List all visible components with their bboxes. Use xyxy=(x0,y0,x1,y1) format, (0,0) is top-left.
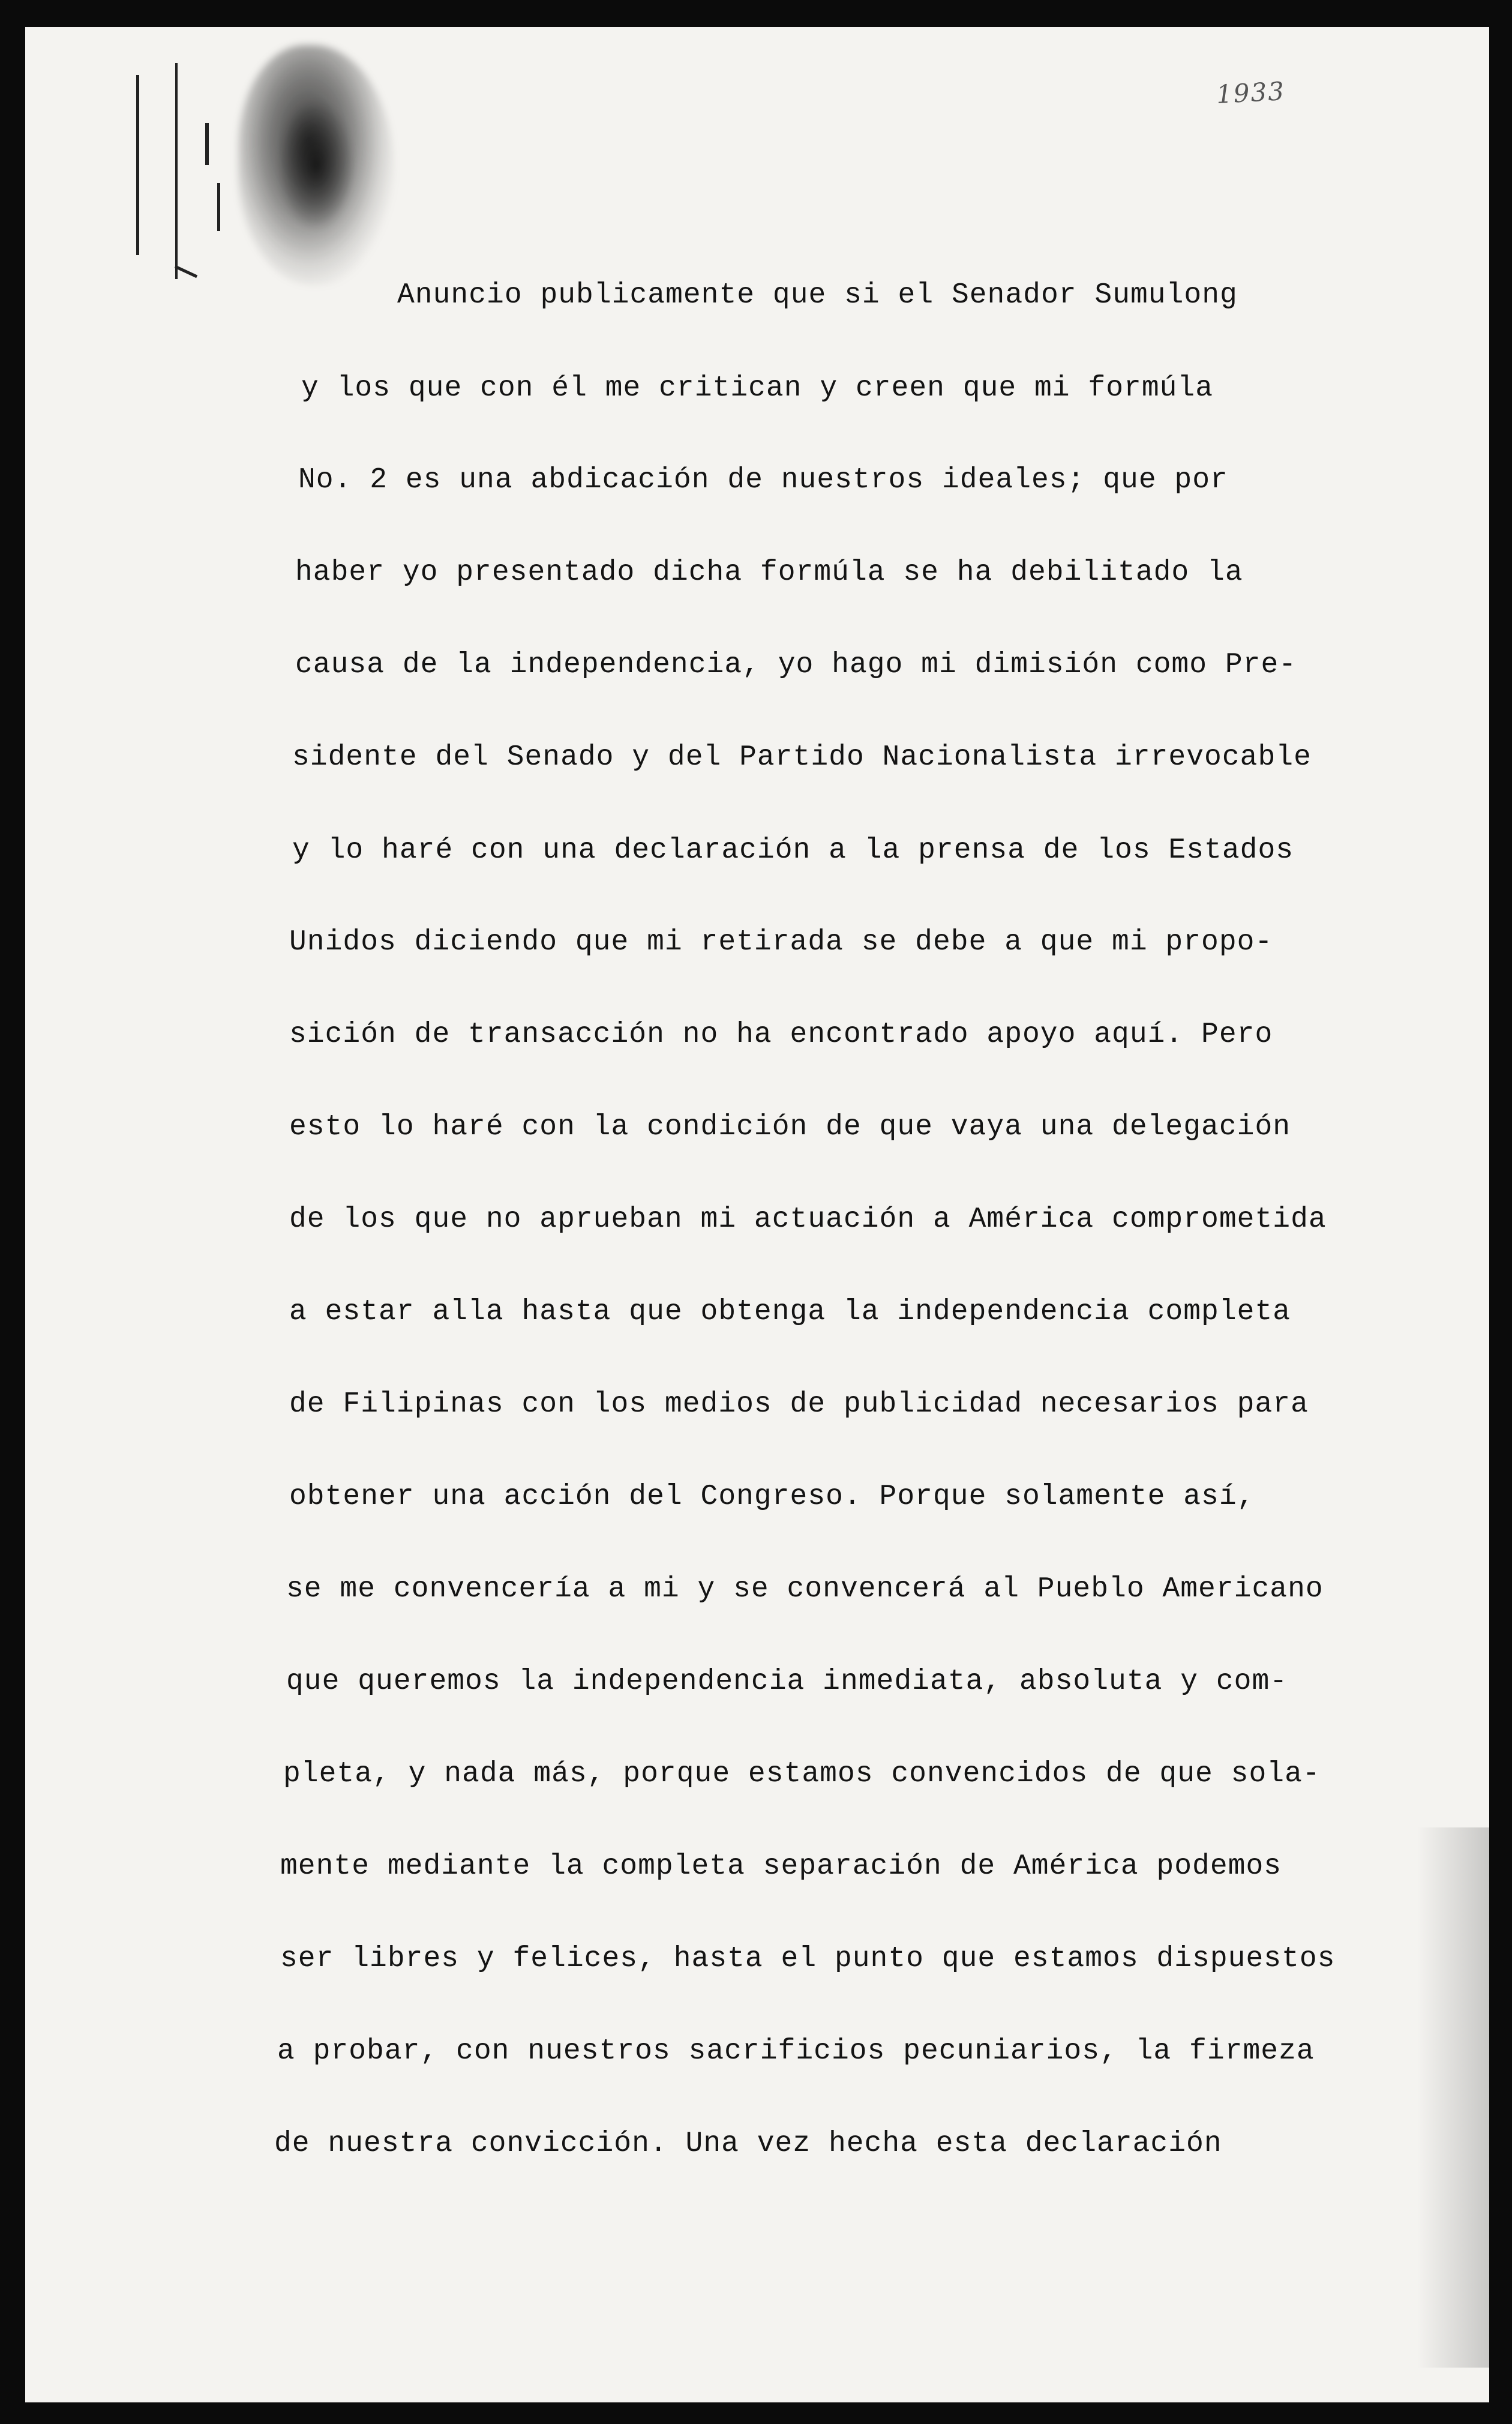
binding-mark xyxy=(175,63,178,279)
text-line: se me convencería a mi y se convencerá al Pueblo Americano xyxy=(286,1573,1324,1605)
handwritten-year: 1933 xyxy=(1215,76,1286,109)
scan-shadow xyxy=(1417,1827,1489,2368)
text-line: Unidos diciendo que mi retirada se debe a que mi propo- xyxy=(289,926,1273,958)
text-line: causa de la independencia, yo hago mi dimisión como Pre- xyxy=(295,649,1297,681)
text-line: que queremos la independencia inmediata, absoluta y com- xyxy=(286,1665,1288,1698)
text-line: sición de transacción no ha encontrado apoyo aquí. Pero xyxy=(289,1018,1273,1051)
typewritten-page xyxy=(25,27,1489,2402)
binding-mark xyxy=(136,75,139,255)
text-line: a estar alla hasta que obtenga la independencia completa xyxy=(289,1296,1291,1328)
text-line: obtener una acción del Congreso. Porque solamente así, xyxy=(289,1481,1255,1513)
text-line: pleta, y nada más, porque estamos convencidos de que sola- xyxy=(283,1758,1321,1790)
ink-smudge-core xyxy=(277,99,355,231)
text-line: haber yo presentado dicha formúla se ha debilitado la xyxy=(295,556,1243,589)
text-line: Anuncio publicamente que si el Senador Sumulong xyxy=(397,279,1238,311)
text-line: y lo haré con una declaración a la prensa de los Estados xyxy=(292,834,1294,867)
text-line: ser libres y felices, hasta el punto que estamos dispuestos xyxy=(280,1943,1336,1975)
text-line: y los que con él me critican y creen que mi formúla xyxy=(301,372,1214,405)
text-line: esto lo haré con la condición de que vaya una delegación xyxy=(289,1111,1291,1143)
text-line: de Filipinas con los medios de publicidad necesarios para xyxy=(289,1388,1309,1421)
text-line: No. 2 es una abdicación de nuestros ideales; que por xyxy=(298,464,1228,496)
binding-mark xyxy=(205,123,209,165)
text-line: a probar, con nuestros sacrificios pecuniarios, la firmeza xyxy=(277,2035,1315,2068)
binding-mark xyxy=(217,183,220,231)
text-line: de nuestra convicción. Una vez hecha esta declaración xyxy=(274,2128,1222,2160)
text-line: mente mediante la completa separación de América podemos xyxy=(280,1850,1282,1883)
text-line: de los que no aprueban mi actuación a América comprometida xyxy=(289,1203,1327,1236)
text-line: sidente del Senado y del Partido Nacionalista irrevocable xyxy=(292,741,1312,774)
binding-mark xyxy=(175,265,197,278)
